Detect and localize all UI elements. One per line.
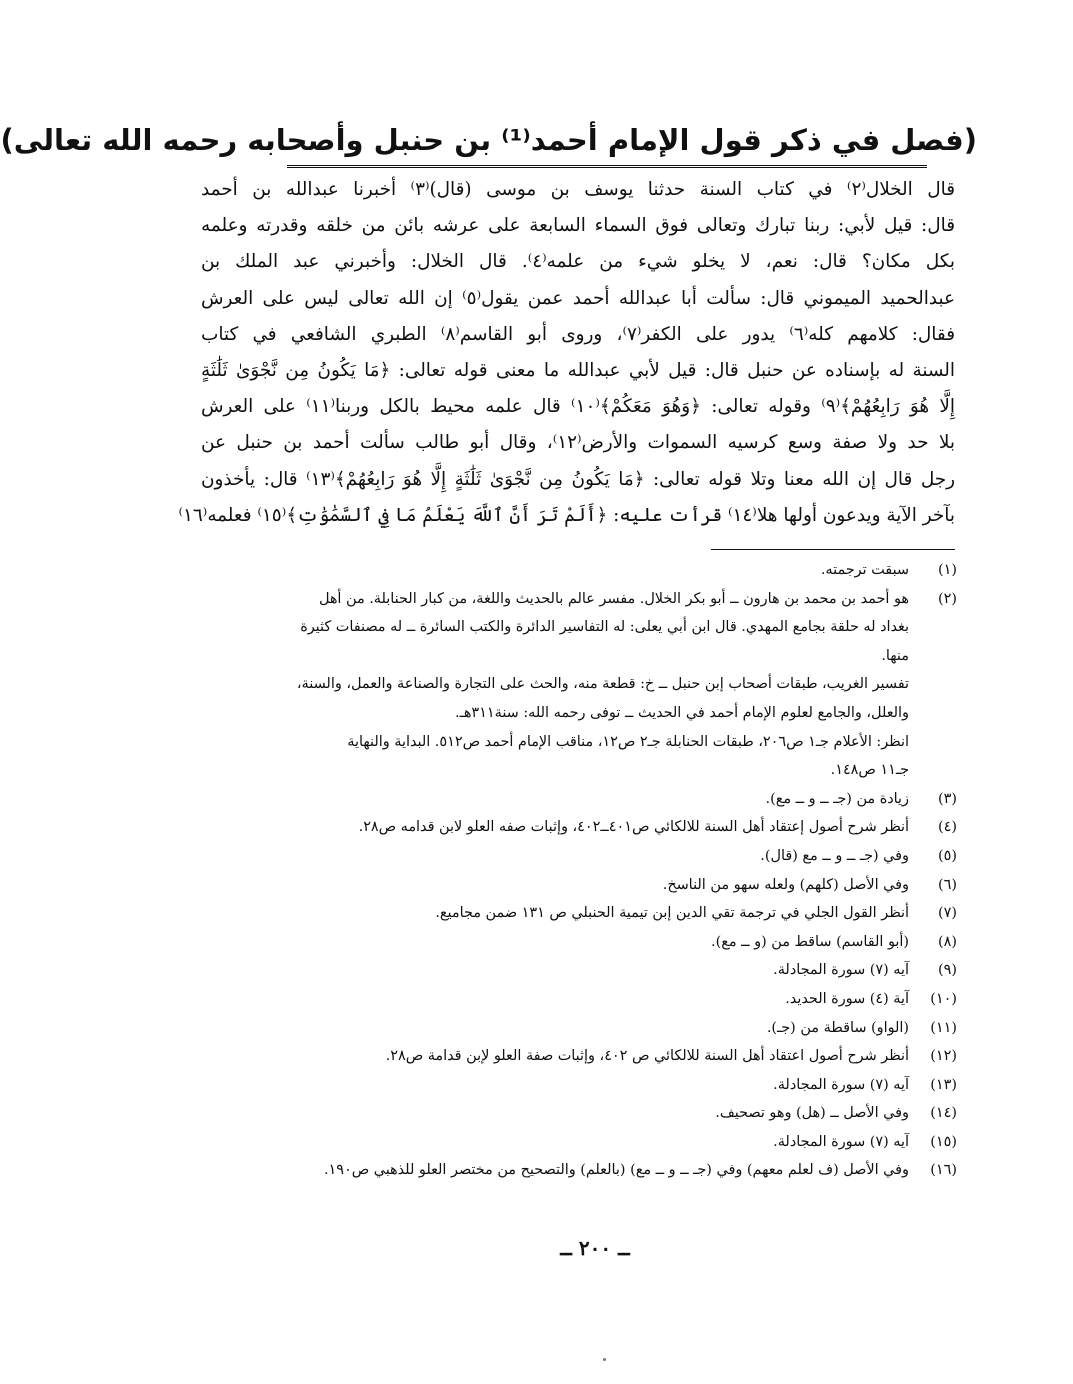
footnote — [197, 1099, 957, 1128]
footnote-number: (١٢) — [930, 1048, 957, 1065]
footnote — [197, 785, 957, 814]
footnote-line: آيه (٧) سورة المجادلة. — [773, 962, 909, 979]
footnote — [197, 956, 957, 985]
footnote — [197, 1128, 957, 1157]
footnote — [197, 899, 957, 928]
text-line: بآخر الآية ويدعون أولها هلا⁽١٤⁾ قرأت عليه: ﴿أَلَمْ تَرَ أَنَّ ٱللَّهَ يَعْلَمُ مَا فِي ٱلسَّمَٰوَٰتِ﴾⁽١٥⁾ فعلمه⁽١٦⁾ — [178, 504, 955, 526]
footnote-text — [197, 785, 909, 814]
footnote-number: (١٠) — [930, 990, 957, 1007]
text-line: السنة له بإسناده عن حنبل قال: قيل لأبي عبدالله ما معنى قوله تعالى: ﴿مَا يَكُونُ مِن نَّجْوَىٰ ثَلَٰثَةٍ — [201, 360, 955, 382]
footnote-line: آية (٤) سورة الحديد. — [785, 990, 909, 1007]
main-text — [178, 172, 956, 534]
footnote-number: (٩) — [938, 962, 957, 979]
footnote-text — [197, 1128, 909, 1157]
footnote-number: (١٣) — [930, 1076, 957, 1093]
footnote-number: (٤) — [938, 819, 957, 836]
footnote — [197, 585, 957, 785]
footnote-line: آيه (٧) سورة المجادلة. — [773, 1076, 909, 1093]
footnote-number: (١٥) — [930, 1133, 957, 1150]
footnote — [197, 1071, 957, 1100]
footnote-number: (٣) — [938, 790, 957, 807]
footnote-number: (١١) — [930, 1019, 957, 1036]
footnote-line: آيه (٧) سورة المجادلة. — [773, 1133, 909, 1150]
footnote-number: (١) — [938, 562, 957, 578]
footnote-text — [197, 1042, 909, 1071]
text-line: عبدالحميد الميموني قال: سألت أبا عبدالله أحمد عمن يقول⁽٥⁾ إن الله تعالى ليس على العرش — [201, 287, 955, 309]
footnote-line: (أبو القاسم) ساقط من (و ــ مع). — [711, 933, 909, 950]
footnote-separator — [711, 549, 955, 550]
footnote-line: انظر: الأعلام جـ١ ص٢٠٦، طبقات الحنابلة جـ٢ ص١٢، مناقب الإمام أحمد ص٥١٢. البداية والنهاية — [347, 733, 909, 750]
footnote-line: جـ١١ ص١٤٨. — [830, 762, 909, 779]
footnote-text — [197, 928, 909, 957]
footnote-line: زيادة من (جـ ــ و ــ مع). — [765, 790, 909, 807]
footnote-number: (٧) — [938, 905, 957, 922]
footnote-line: وفي الأصل (ف لعلم معهم) وفي (جـ ــ و ــ مع) (بالعلم) والتصحيح من مختصر العلو للذهبي ص١٩٠. — [323, 1162, 909, 1179]
page-number: ــ ٢٠٠ ــ — [560, 1236, 630, 1260]
footnote-number: (٥) — [938, 847, 957, 864]
footnote-text — [197, 842, 909, 871]
scan-speck — [603, 1358, 606, 1361]
text-line: رجل قال إن الله معنا وتلا قوله تعالى: ﴿مَا يَكُونُ مِن نَّجْوَىٰ ثَلَٰثَةٍ إِلَّا هُوَ رَابِعُهُمْ﴾⁽١٣⁾ قال: يأخذون — [201, 468, 955, 490]
footnote-line: بغداد له حلقة بجامع المهدي. قال ابن أبي يعلى: له التفاسير الدائرة والكتب السائرة ــ له مصنفات كثيرة — [300, 619, 909, 636]
footnote-text — [197, 899, 909, 928]
title-underline — [287, 165, 927, 168]
footnote-text — [197, 985, 909, 1014]
footnote-number: (٢) — [938, 590, 957, 607]
footnote-line: أنظر شرح أصول إعتقاد أهل السنة للالكائي ص٤٠١ــ٤٠٢، وإثبات صفه العلو لابن قدامه ص٢٨. — [358, 819, 909, 836]
section-title: (فصل في ذكر قول الإمام أحمد⁽¹⁾ بن حنبل وأصحابه رحمه الله تعالى) — [0, 123, 977, 157]
footnote-text — [197, 1014, 909, 1043]
footnote-line: هو أحمد بن محمد بن هارون ــ أبو بكر الخلال. مفسر عالم بالحديث واللغة، من كبار الحنابلة. من أهل — [318, 590, 909, 607]
footnote-line: سبقت ترجمته. — [820, 562, 909, 578]
footnote-line: وفي (جـ ــ و ــ مع (قال). — [760, 847, 909, 864]
footnote-line: أنظر القول الجلي في ترجمة تقي الدين إبن تيمية الحنبلي ص ١٣١ ضمن مجاميع. — [435, 905, 909, 922]
footnote-text — [197, 1156, 909, 1185]
footnote — [197, 1156, 957, 1185]
footnote-text — [197, 556, 909, 585]
footnote — [197, 813, 957, 842]
footnote-number: (٦) — [938, 876, 957, 893]
text-line: قال الخلال⁽٢⁾ في كتاب السنة حدثنا يوسف بن موسى (قال)⁽٣⁾ أخبرنا عبدالله بن أحمد — [201, 179, 956, 200]
text-line: قال: قيل لأبي: ربنا تبارك وتعالى فوق السماء السابعة على عرشه بائن من خلقه وقدرته وعلمه — [201, 215, 955, 237]
footnote-line: والعلل، والجامع لعلوم الإمام أحمد في الحديث ــ توفى رحمه الله: سنة٣١١هـ. — [455, 704, 909, 721]
footnote — [197, 871, 957, 900]
footnote — [197, 985, 957, 1014]
footnote-line: (الواو) ساقطة من (جـ). — [766, 1019, 909, 1036]
footnotes — [197, 556, 957, 1185]
text-line: بكل مكان؟ قال: نعم، لا يخلو شيء من علمه⁽٤⁾. قال الخلال: وأخبرني عبد الملك بن — [201, 251, 956, 273]
footnote-text — [197, 585, 909, 785]
footnote-line: منها. — [881, 647, 909, 664]
footnote-text — [197, 1071, 909, 1100]
text-line: فقال: كلامهم كله⁽٦⁾ يدور على الكفر⁽٧⁾، وروى أبو القاسم⁽٨⁾ الطبري الشافعي في كتاب — [201, 323, 955, 345]
footnote — [197, 842, 957, 871]
footnote-line: تفسير الغريب، طبقات أصحاب إبن حنبل ــ خ: قطعة منه، والحث على التجارة والصناعة والعمل، والسنة، — [296, 676, 909, 693]
footnote-text — [197, 813, 909, 842]
footnote-text — [197, 871, 909, 900]
footnote-number: (١٦) — [930, 1162, 957, 1179]
footnote — [197, 1042, 957, 1071]
footnote-line: وفي الأصل (كلهم) ولعله سهو من الناسخ. — [662, 876, 909, 893]
footnote — [197, 928, 957, 957]
footnote-text — [197, 1099, 909, 1128]
text-line: بلا حد ولا صفة وسع كرسيه السموات والأرض⁽١٢⁾، وقال أبو طالب سألت أحمد بن حنبل عن — [201, 432, 955, 454]
footnote — [197, 556, 957, 585]
footnote — [197, 1014, 957, 1043]
footnote-line: وفي الأصل ــ (هل) وهو تصحيف. — [715, 1105, 909, 1122]
footnote-text — [197, 956, 909, 985]
footnote-line: أنظر شرح أصول اعتقاد أهل السنة للالكائي ص ٤٠٢، وإثبات صفة العلو لإبن قدامة ص٢٨. — [385, 1048, 909, 1065]
footnote-number: (٨) — [938, 933, 957, 950]
text-line: إِلَّا هُوَ رَابِعُهُمْ﴾⁽٩⁾ وقوله تعالى: ﴿وَهُوَ مَعَكُمْ﴾⁽١٠⁾ قال علمه محيط بالكل وربنا⁽١١⁾ على العرش — [201, 396, 956, 418]
footnote-number: (١٤) — [930, 1105, 957, 1122]
